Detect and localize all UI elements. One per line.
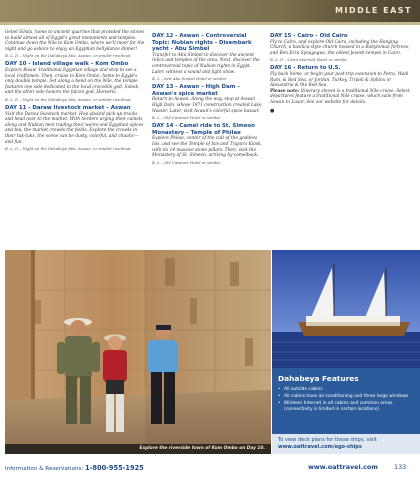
day-title: DAY 11 - Daraw livestock market – Aswan <box>5 104 131 111</box>
accommodation-line: B, L – Old Cataract Hotel or similar <box>152 115 221 121</box>
features-list <box>278 387 414 412</box>
footer-phone[interactable]: 1-800-955-1925 <box>85 464 144 472</box>
day-description: Explore Philae, center of the cult of the goddess Isis, and see the Temple of Isis and Trajan's Kiosk, with its 14 massive stone pillars. Then, visit the Monastery of St. Simeon, arriving by camelback. <box>152 136 262 159</box>
end-mark: ● <box>270 107 275 114</box>
page-number: 133 <box>394 463 407 471</box>
day-title: DAY 10 - Island village walk – Kom Ombo <box>5 61 129 68</box>
dahabeya-features-box <box>272 368 420 434</box>
day-title: DAY 13 - Aswan – High Dam – Aswan's spice market <box>152 84 240 97</box>
banner-divider <box>0 22 420 25</box>
itinerary-column-1 <box>5 30 145 154</box>
day-description: Gebel Silsila, home to ancient quarries that provided the stones to build almost all of Egypt's great monuments and temples. Continue down the Nile to Kom Ombo, where we'll moor for the night and go ashore to enjoy an Egyptian bellydance dinner! <box>5 30 145 52</box>
photo-caption: Explore the riverside town of Kom Ombo on Day 10. <box>139 446 265 451</box>
feature-item: • All cabins have air-conditioning and three large windows <box>278 394 414 400</box>
feature-item: • All outside cabins <box>278 387 414 393</box>
day-description: Fly to Cairo, and explore Old Cairo, including the Hanging Church, a basilica-style church housed in a Babylonian fortress, and Ben Ezra Synagogue, the oldest Jewish temple in Cairo. <box>270 39 410 56</box>
accommodation-line: B, L, D – Cairo Marriott Hotel or similar <box>270 57 348 63</box>
dahabeya-boat-photo <box>272 250 420 368</box>
accommodation-line: B, L, D – Night on the Dahabeya Mia, Aswan, or similar riverboat <box>5 53 131 59</box>
note-text: Itinerary shown is a traditional Nile cruise. Select departures feature a traditional Nile cruise, which sails from Aswan to Luxor. See our website for details. <box>270 88 410 105</box>
day-description: Fly back home, or begin your post-trip extension to Petra, Wadi Rum, & Red Sea, or Jordan, Turkey, Tripoli & Sphinx or Alexandria & the Red Sea. <box>270 71 409 89</box>
footer-reservations <box>5 464 144 472</box>
accommodation-line: B, L – Old Cataract Hotel or similar <box>152 159 221 165</box>
day-description: Visit the Daraw livestock market. Hop aboard pick-up trucks and head over to the market. With herders urging their camels along and Nubian men trading their wares and Egyptian spices and tea, the market crowds the fields. Explore the crowds in their tuk-tuks, the scene can be dusty, colorful, and chaotic—and fun. <box>5 111 144 145</box>
day-title: DAY 14 - Camel ride to St. Simeon Monastery – Temple of Philae <box>152 123 255 136</box>
deck-plans-box <box>272 434 420 454</box>
accommodation-line: B, L, D – Night on the Dahabeya Mia, Aswan, or similar riverboat <box>5 96 131 102</box>
day-title: DAY 15 - Cairo – Old Cairo <box>270 33 348 39</box>
itinerary-column-2 <box>152 30 262 168</box>
footer-website[interactable]: www.oattravel.com <box>308 463 378 471</box>
accommodation-line: B, L, D – Night on the Dahabeya Mia, Aswan, or similar riverboat <box>5 146 131 152</box>
note-label: Please note: <box>270 88 300 94</box>
day-description: Return to Aswan. Along the way, stop at Aswan High Dam, whose 1971 construction created Lake Nasser. Later, visit Aswan's colorful spice bazaar. <box>152 97 262 114</box>
day-title: DAY 16 - Return to U.S. <box>270 65 341 72</box>
itinerary-column-3 <box>270 30 412 114</box>
day-description: Explore Bisaw' traditional Egyptian village and stop to see a local craftsmen. Then, cruise to Kom Ombo, home to Egypt's only double temple. Set along a bend on the Nile, the temple features one side dedicated to the local crocodile god, Sobek, and the other side honors the falcon god, Horoeris. <box>5 67 140 96</box>
footer-label: Information & Reservations: <box>5 466 84 472</box>
deck-plans-link[interactable]: www.oattravel.com/ego-ships <box>278 444 362 450</box>
day-description: Transfer to Abu Simbel to discover the ancient relics and temples of the area. Next, discover the controversial topic of Nubian rights in Egypt. Later, witness a sound and light show. <box>152 52 260 75</box>
accommodation-line: B, L – Seti Abu Simbel Hotel or similar <box>152 76 227 82</box>
page-footer <box>0 460 420 480</box>
kom-ombo-photo <box>5 250 271 454</box>
day-description <box>270 89 412 106</box>
deck-plans-text: To view deck plans for these ships, visit <box>278 437 377 443</box>
feature-item: • Wireless Internet in all cabins and common areas (connectivity is limited in certain locations) <box>278 401 414 412</box>
photo-caption-bar <box>5 444 271 454</box>
section-tag: MIDDLE EAST <box>335 6 412 15</box>
features-title: Dahabeya Features <box>278 374 359 383</box>
day-title: DAY 12 - Aswan – Controversial Topic: Nubian rights - Disembark yacht - Abu Simbel <box>152 33 252 53</box>
